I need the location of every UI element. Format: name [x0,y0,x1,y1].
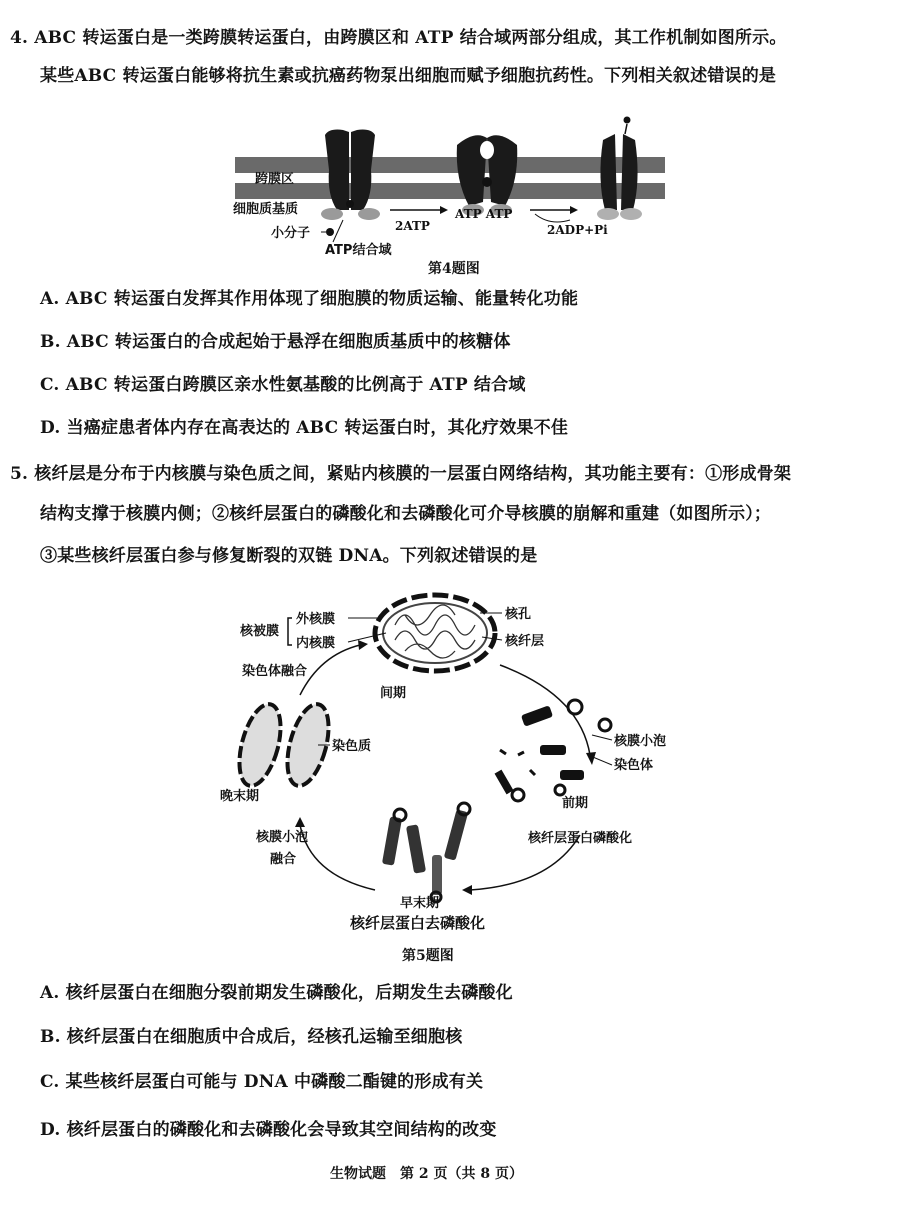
label-jizhi: 细胞质基质 [233,202,299,217]
q4-option-a: A. ABC 转运蛋白发挥其作用体现了细胞膜的物质运输、能量转化功能 [40,289,579,309]
label-waihemo: 外核膜 [296,612,336,627]
arrow-early-late-telophase [300,825,375,890]
q5-option-d: D. 核纤层蛋白的磷酸化和去磷酸化会导致其空间结构的改变 [40,1120,497,1140]
q4-option-c: C. ABC 转运蛋白跨膜区亲水性氨基酸的比例高于 ATP 结合域 [40,375,526,395]
q4-figure [225,110,675,280]
label-neihemo: 内核膜 [296,636,336,651]
label-ranseti-ronghe: 染色体融合 [242,664,308,679]
label-ransezhi: 染色质 [332,739,372,754]
q4-figure-caption: 第4题图 [428,261,480,277]
q5-stem-line3: ③某些核纤层蛋白参与修复断裂的双链 DNA。下列叙述错误的是 [40,546,538,566]
q4-option-d: D. 当癌症患者体内存在高表达的 ABC 转运蛋白时，其化疗效果不佳 [40,418,569,438]
q5-option-b: B. 核纤层蛋白在细胞质中合成后，经核孔运输至细胞核 [40,1027,463,1047]
label-atp-atp: ATP ATP [455,207,513,221]
q5-figure [200,585,700,935]
label-2adp: 2ADP+Pi [547,223,608,237]
label-hebeimo: 核被膜 [240,624,280,639]
q5-figure-caption: 第5题图 [402,948,454,964]
label-hemo-xiaopao-1: 核膜小泡 [614,734,667,749]
membrane-inner-band [235,183,665,199]
label-jianqi: 间期 [380,686,407,701]
page-footer: 生物试题 第 2 页（共 8 页） [330,1166,523,1182]
abc-transporter-atp-bound [457,135,518,216]
label-xiaofenzi: 小分子 [271,226,311,241]
label-wanmoqi: 晚末期 [220,789,260,804]
prophase-vesicles [495,700,611,801]
interphase-nucleus [375,595,495,671]
label-kuamo: 跨膜区 [255,172,295,187]
label-hekong: 核孔 [505,607,532,622]
arrow-late-telophase-interphase [300,645,360,695]
label-linsuanhua: 核纤层蛋白磷酸化 [528,831,633,846]
label-ranseti: 染色体 [614,758,654,773]
q4-option-b: B. ABC 转运蛋白的合成起始于悬浮在细胞质基质中的核糖体 [40,332,511,352]
q5-option-a: A. 核纤层蛋白在细胞分裂前期发生磷酸化，后期发生去磷酸化 [40,983,513,1003]
q4-stem-line1: 4. ABC 转运蛋白是一类跨膜转运蛋白，由跨膜区和 ATP 结合域两部分组成，其工作机制如图所示。 [10,28,787,48]
q5-stem-line2: 结构支撑于核膜内侧；②核纤层蛋白的磷酸化和去磷酸化可介导核膜的崩解和重建（如图所示）； [40,504,772,524]
q5-option-c: C. 某些核纤层蛋白可能与 DNA 中磷酸二酯键的形成有关 [40,1072,484,1092]
label-qulinsuanhua: 核纤层蛋白去磷酸化 [350,914,486,932]
label-hemo-xiaopao-2: 核膜小泡 [256,830,309,845]
q5-stem-line1: 5. 核纤层是分布于内核膜与染色质之间，紧贴内核膜的一层蛋白网络结构，其功能主要有：①形成骨架 [10,464,792,484]
small-molecule-icon [326,228,334,236]
early-telophase-chromosomes [382,803,470,902]
abc-transporter-inward [321,130,380,220]
q4-stem-line2: 某些ABC 转运蛋白能够将抗生素或抗癌药物泵出细胞而赋予细胞抗药性。下列相关叙述错误的是 [40,66,777,86]
label-ronghe: 融合 [270,852,297,867]
label-hexianceng: 核纤层 [505,634,545,649]
label-2atp: 2ATP [395,219,430,233]
label-zaomoqi: 早末期 [400,896,440,911]
label-qianqi: 前期 [562,796,589,811]
label-atp-domain: ATP结合域 [325,243,392,258]
